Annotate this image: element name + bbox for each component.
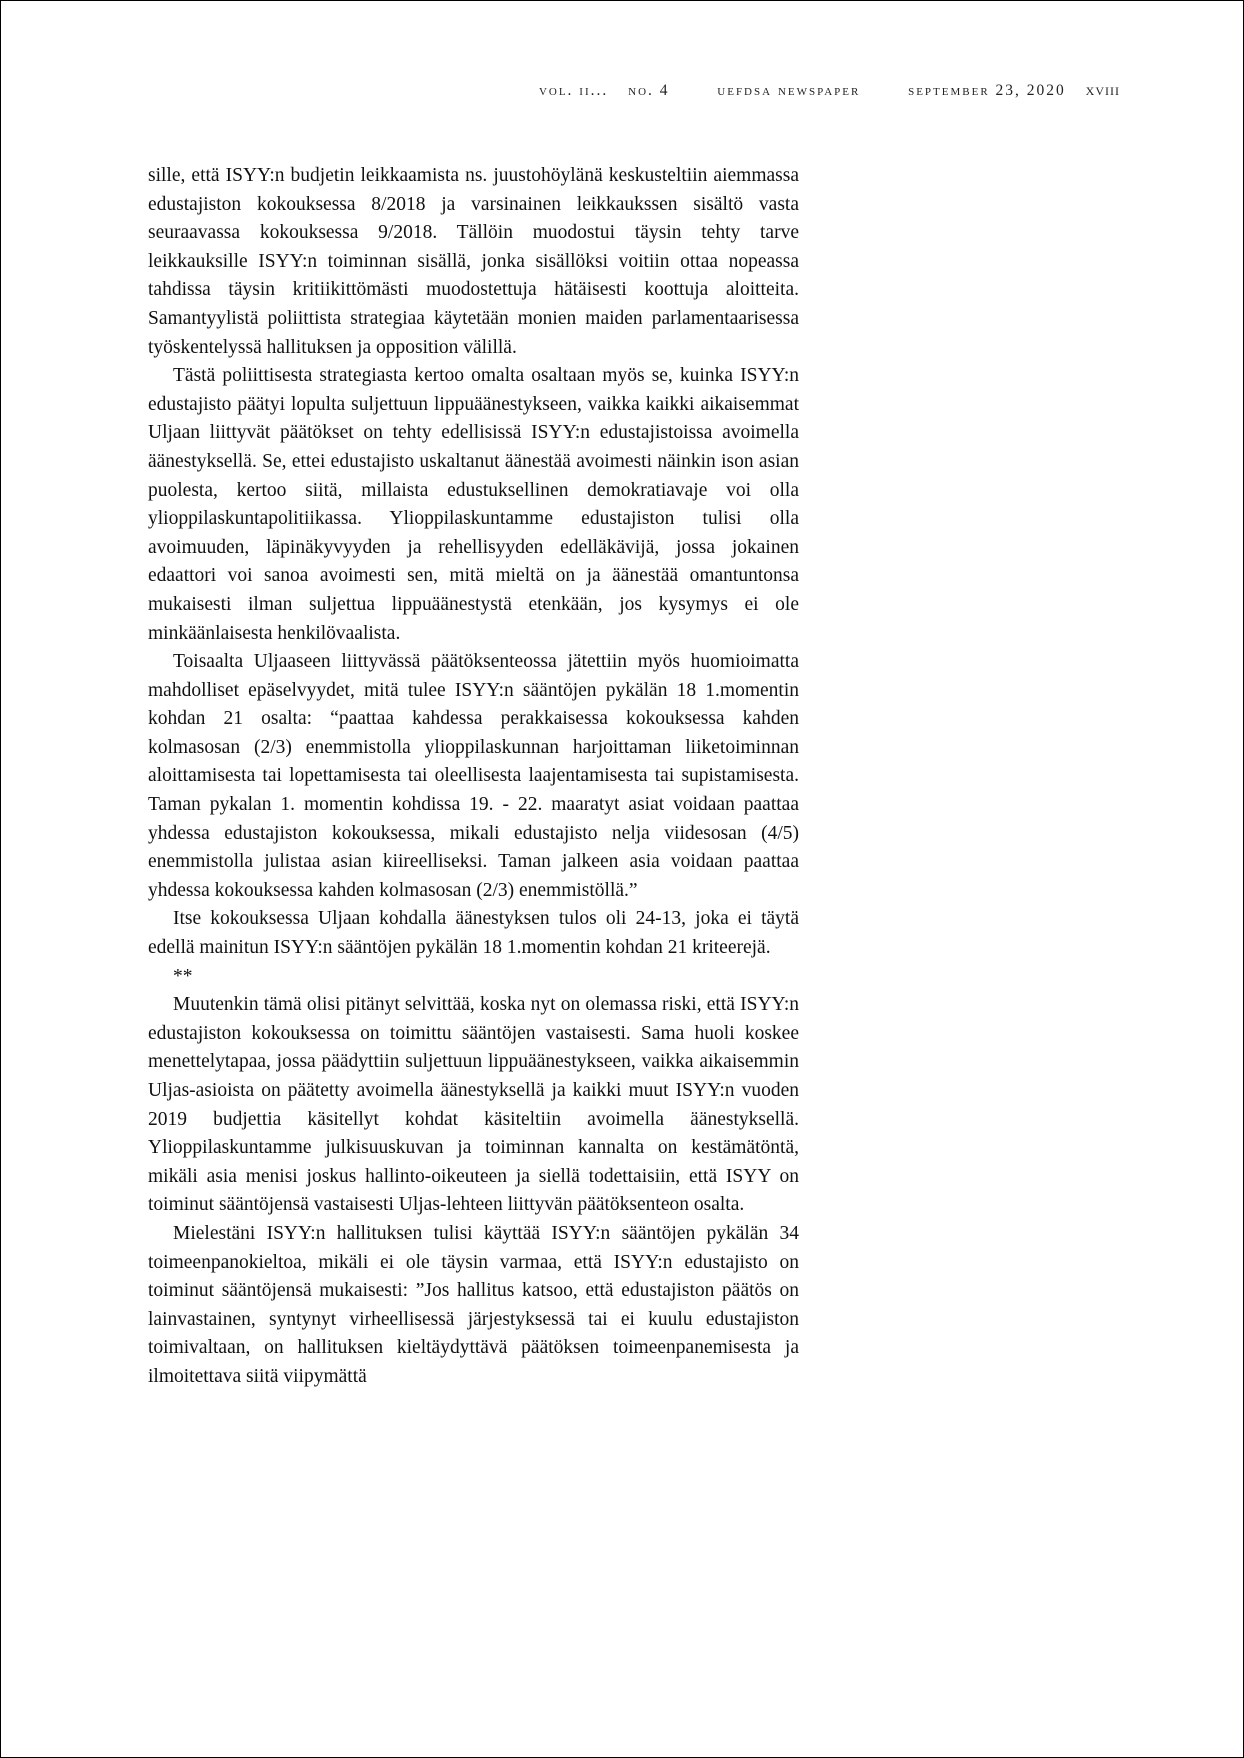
header-volume: vol. ii... bbox=[538, 82, 609, 99]
paragraph: Mielestäni ISYY:n hallituksen tulisi käyttää ISYY:n sääntöjen pykälän 34 toimeenpanokieltoa, mikäli ei ole täysin varmaa, että ISYY:n edustajisto on toiminut sääntöjensä mukaisesti: ”Jos hallitus katsoo, että edustajiston päätös on lainvastainen, syntynyt virheellisessä järjestyksessä tai ei kuulu edustajiston toimivaltaan, on hallituksen kieltäydyttävä päätöksen toimeenpanemisesta ja ilmoitettava siitä viipymättä bbox=[148, 1222, 799, 1387]
page-number: xviii bbox=[1085, 80, 1120, 99]
paragraph: Itse kokouksessa Uljaan kohdalla äänestyksen tulos oli 24-13, joka ei täytä edellä mainitun ISYY:n sääntöjen pykälän 18 1.momentin kohdan 21 kriteerejä. bbox=[148, 908, 799, 959]
header-date: september 23, 2020 bbox=[908, 82, 1066, 99]
header-number: no. 4 bbox=[628, 82, 670, 99]
article-body bbox=[148, 162, 799, 1392]
paragraph: Tästä poliittisesta strategiasta kertoo omalta osaltaan myös se, kuinka ISYY:n edustajisto päätyi lopulta suljettuun lippuäänestykseen, vaikka kaikki aikaisemmat Uljaan liittyvät päätökset on tehty edellisissä ISYY:n edustajistoissa avoimella äänestyksellä. Se, ettei edustajisto uskaltanut äänestää avoimesti näinkin ison asian puolesta, kertoo siitä, millaista edustuksellinen demokratiavaje voi olla ylioppilaskuntapolitiikassa. Ylioppilaskuntamme edustajiston tulisi olla avoimuuden, läpinäkyvyyden ja rehellisyyden edelläkävijä, jossa jokainen edaattori voi sanoa avoimesti sen, mitä mieltä on ja äänestää omantuntonsa mukaisesti ilman suljettua lippuäänestystä etenkään, jos kysymys ei ole minkäänlaisesta henkilövaalista. bbox=[148, 365, 799, 644]
header-publication: uefdsa newspaper bbox=[717, 82, 861, 99]
paragraph: sille, että ISYY:n budjetin leikkaamista ns. juustohöylänä keskusteltiin aiemmassa edustajiston kokouksessa 8/2018 ja varsinainen leikkaukssen sisältö vasta seuraavassa kokouksessa 9/2018. Tällöin muodostui täysin tehty tarve leikkauksille ISYY:n toiminnan sisällä, jonka sisällöksi voitiin ottaa nopeassa tahdissa täysin kritiikittömästi muodostettuja hätäisesti koottuja aloitteita. Samantyylistä poliittista strategiaa käytetään monien maiden parlamentaarisessa työskentelyssä hallituksen ja opposition välillä. bbox=[148, 165, 799, 358]
running-header bbox=[0, 80, 1120, 100]
section-break: ** bbox=[173, 965, 193, 987]
paragraph: Toisaalta Uljaaseen liittyvässä päätöksenteossa jätettiin myös huomioimatta mahdolliset epäselvyydet, mitä tulee ISYY:n sääntöjen pykälän 18 1.momentin kohdan 21 osalta: “paattaa kahdessa perakkaisessa kokouksessa kahden kolmasosan (2/3) enemmistolla ylioppilaskunnan harjoittaman liiketoiminnan aloittamisesta tai lopettamisesta tai oleellisesta laajentamisesta tai supistamisesta. Taman pykalan 1. momentin kohdissa 19. - 22. maaratyt asiat voidaan paattaa yhdessa edustajiston kokouksessa, mikali edustajisto nelja viidesosan (4/5) enemmistolla julistaa asian kiireelliseksi. Taman jalkeen asia voidaan paattaa yhdessa kokouksessa kahden kolmasosan (2/3) enemmistöllä.” bbox=[148, 651, 799, 901]
paragraph: Muutenkin tämä olisi pitänyt selvittää, koska nyt on olemassa riski, että ISYY:n edustajiston kokouksessa on toimittu sääntöjen vastaisesti. Sama huoli koskee menettelytapaa, jossa päädyttiin suljettuun lippuäänestykseen, vaikka aikaisemmin Uljas-asioista on päätetty avoimella äänestyksellä ja kaikki muut ISYY:n vuoden 2019 budjettia käsitellyt kohdat käsiteltiin avoimella äänestyksellä. Ylioppilaskuntamme julkisuuskuvan ja toiminnan kannalta on kestämätöntä, mikäli asia menisi joskus hallinto-oikeuteen ja siellä todettaisiin, että ISYY on toiminut sääntöjensä vastaisesti Uljas-lehteen liittyvän päätöksenteon osalta. bbox=[148, 994, 799, 1216]
